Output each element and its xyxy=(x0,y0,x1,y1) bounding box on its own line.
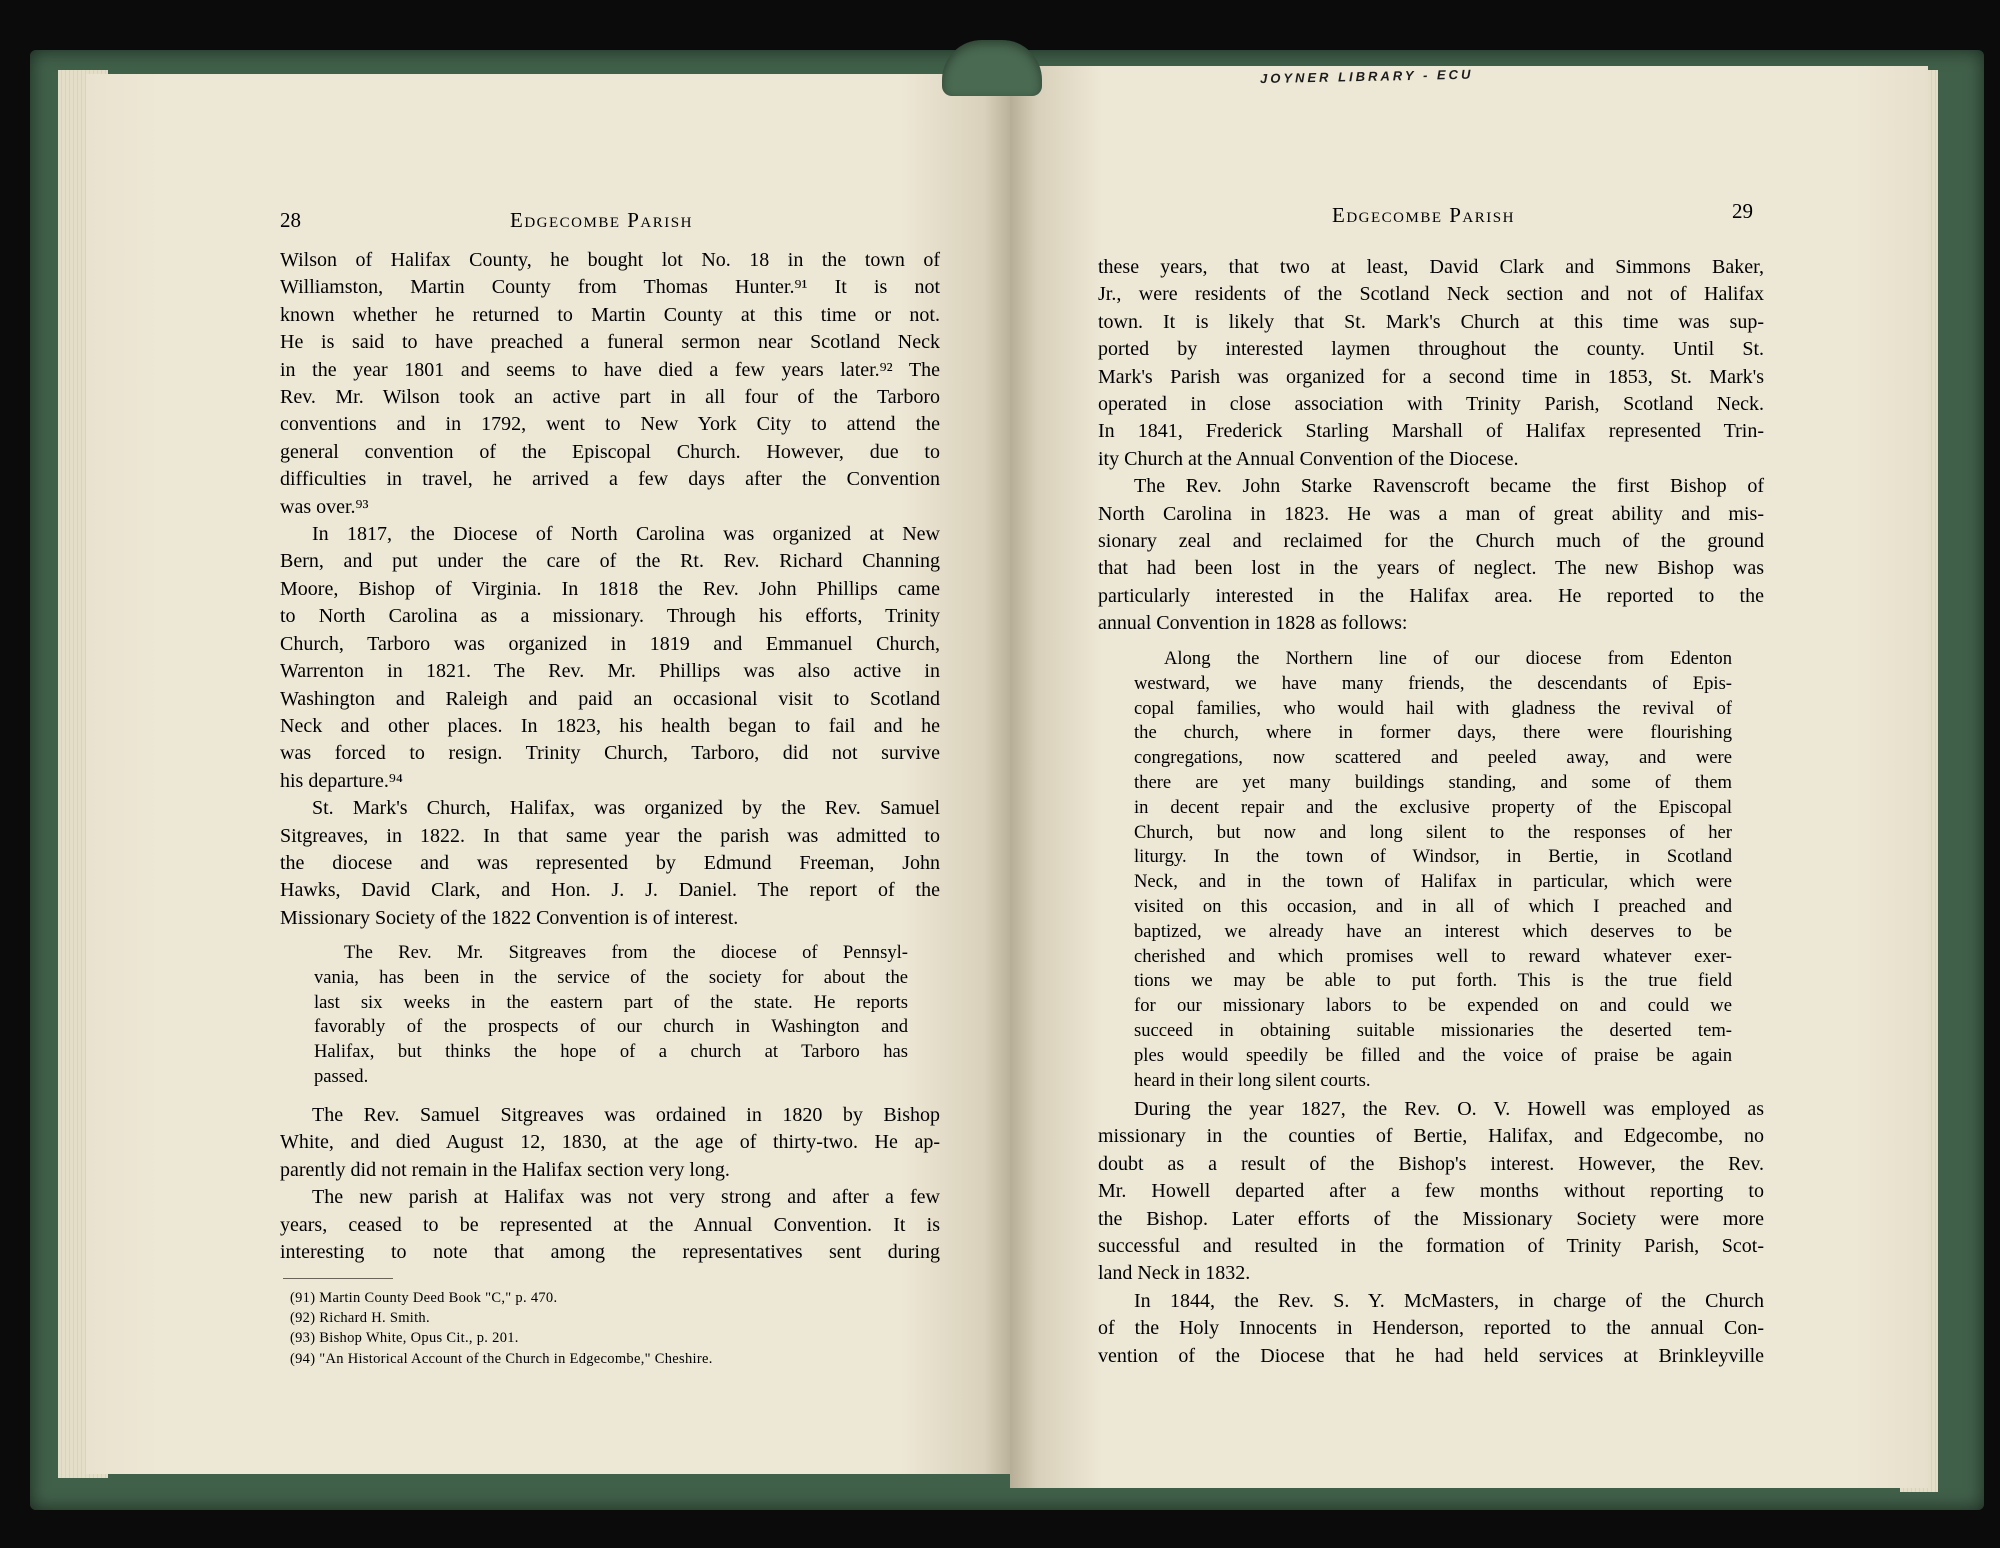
text-line: heard in their long silent courts. xyxy=(1134,1069,1371,1091)
text-line: Williamston, Martin County from Thomas Hunter.⁹¹ It is not xyxy=(280,276,940,299)
text-line: copal families, who would hail with gladness the revival of xyxy=(1134,697,1732,719)
text-line: The Rev. Samuel Sitgreaves was ordained in 1820 by Bishop xyxy=(312,1104,940,1126)
text-line: difficulties in travel, he arrived a few days after the Convention xyxy=(280,468,940,491)
left-body-text xyxy=(280,247,940,932)
right-paragraph-4 xyxy=(1098,1288,1764,1370)
text-line: Halifax, but thinks the hope of a church at Tarboro has xyxy=(314,1041,908,1063)
text-line: Rev. Mr. Wilson took an active part in all four of the Tarboro xyxy=(280,386,940,409)
text-line: succeed in obtaining suitable missionaries the deserted tem- xyxy=(1134,1019,1732,1041)
text-line: particularly interested in the Halifax area. He reported to the xyxy=(1098,584,1764,607)
left-paragraph-3 xyxy=(280,795,940,932)
text-line: Jr., were residents of the Scotland Neck section and not of Halifax xyxy=(1098,283,1764,306)
text-line: the Bishop. Later efforts of the Missionary Society were more xyxy=(1098,1207,1764,1230)
right-body-text xyxy=(1098,254,1764,638)
text-line: Washington and Raleigh and paid an occasional visit to Scotland xyxy=(280,687,940,710)
left-paragraph-2 xyxy=(280,521,940,795)
text-line: He is said to have preached a funeral sermon near Scotland Neck xyxy=(280,331,940,354)
text-line: favorably of the prospects of our church in Washington and xyxy=(314,1016,908,1038)
text-line: In 1841, Frederick Starling Marshall of Halifax represented Trin- xyxy=(1098,420,1764,443)
footnote: (91) Martin County Deed Book "C," p. 470. xyxy=(290,1290,558,1306)
text-line: ples would speedily be filled and the voice of praise be again xyxy=(1134,1044,1732,1066)
text-line: Neck and other places. In 1823, his health began to fail and he xyxy=(280,714,940,737)
text-line: During the year 1827, the Rev. O. V. Howell was employed as xyxy=(1134,1098,1764,1120)
text-line: Bern, and put under the care of the Rt. Rev. Richard Channing xyxy=(280,550,940,573)
text-line: ported by interested laymen throughout the county. Until St. xyxy=(1098,338,1764,361)
text-line: Neck, and in the town of Halifax in particular, which were xyxy=(1134,871,1732,893)
text-line: the church, where in former days, there were flourishing xyxy=(1134,722,1732,744)
text-line: In 1817, the Diocese of North Carolina was organized at New xyxy=(312,523,940,546)
text-line: The new parish at Halifax was not very strong and after a few xyxy=(312,1186,940,1209)
text-line: in decent repair and the exclusive property of the Episcopal xyxy=(1134,796,1732,818)
text-line: Warrenton in 1821. The Rev. Mr. Phillips was also active in xyxy=(280,660,940,683)
text-line: Mark's Parish was organized for a second time in 1853, St. Mark's xyxy=(1098,365,1764,388)
text-line: his departure.⁹⁴ xyxy=(280,769,403,792)
text-line: liturgy. In the town of Windsor, in Bertie, in Scotland xyxy=(1134,846,1732,868)
text-line: missionary in the counties of Bertie, Halifax, and Edgecombe, no xyxy=(1098,1125,1764,1148)
library-stamp: JOYNER LIBRARY - ECU xyxy=(1259,66,1474,87)
text-line: North Carolina in 1823. He was a man of great ability and mis- xyxy=(1098,502,1764,525)
text-line: congregations, now scattered and peeled away, and were xyxy=(1134,747,1732,769)
text-line: Hawks, David Clark, and Hon. J. J. Daniel. The report of the xyxy=(280,879,940,902)
text-line: Wilson of Halifax County, he bought lot No. 18 in the town of xyxy=(280,249,940,271)
left-paragraph-1 xyxy=(280,247,940,521)
text-line: Missionary Society of the 1822 Convention is of interest. xyxy=(280,906,739,929)
text-line: known whether he returned to Martin County at this time or not. xyxy=(280,303,940,326)
left-footnotes xyxy=(290,1288,713,1369)
text-line: the diocese and was represented by Edmund Freeman, John xyxy=(280,851,940,874)
right-page-number: 29 xyxy=(1732,199,1753,223)
text-line: In 1844, the Rev. S. Y. McMasters, in charge of the Church xyxy=(1134,1289,1764,1312)
text-line: The Rev. John Starke Ravenscroft became the first Bishop of xyxy=(1134,475,1764,498)
text-line: sionary zeal and reclaimed for the Church much of the ground xyxy=(1098,530,1764,553)
right-block-quote xyxy=(1134,647,1732,1093)
text-line: ity Church at the Annual Convention of the Diocese. xyxy=(1098,447,1519,470)
text-line: Moore, Bishop of Virginia. In 1818 the Rev. John Phillips came xyxy=(280,577,940,600)
left-running-header: Edgecombe Parish xyxy=(510,208,693,232)
text-line: visited on this occasion, and in all of which I preached and xyxy=(1134,895,1732,917)
left-block-quote xyxy=(314,941,908,1090)
text-line: successful and resulted in the formation of Trinity Parish, Scot- xyxy=(1098,1235,1764,1258)
footnote: (93) Bishop White, Opus Cit., p. 201. xyxy=(290,1330,519,1347)
text-line: baptized, we already have an interest which deserves to be xyxy=(1134,920,1732,942)
text-line: conventions and in 1792, went to New York City to attend the xyxy=(280,413,940,436)
footnote: (94) "An Historical Account of the Church in Edgecombe," Cheshire. xyxy=(290,1350,713,1367)
text-line: vania, has been in the service of the society for about the xyxy=(314,966,908,988)
text-line: The Rev. Mr. Sitgreaves from the diocese of Pennsyl- xyxy=(344,942,908,963)
text-line: years, ceased to be represented at the Annual Convention. It is xyxy=(280,1213,940,1236)
text-line: there are yet many buildings standing, and some of them xyxy=(1134,771,1732,793)
right-body-text-2 xyxy=(1098,1096,1764,1370)
text-line: of the Holy Innocents in Henderson, reported to the annual Con- xyxy=(1098,1317,1764,1340)
text-line: parently did not remain in the Halifax section very long. xyxy=(280,1158,730,1181)
text-line: passed. xyxy=(314,1065,369,1087)
right-paragraph-2 xyxy=(1098,473,1764,637)
text-line: Mr. Howell departed after a few months without reporting to xyxy=(1098,1180,1764,1203)
text-line: land Neck in 1832. xyxy=(1098,1262,1251,1285)
text-line: Along the Northern line of our diocese from Edenton xyxy=(1164,648,1732,669)
text-line: was over.⁹³ xyxy=(280,495,369,518)
text-line: White, and died August 12, 1830, at the age of thirty-two. He ap- xyxy=(280,1131,940,1154)
text-line: was forced to resign. Trinity Church, Tarboro, did not survive xyxy=(280,742,940,765)
text-line: town. It is likely that St. Mark's Church at this time was sup- xyxy=(1098,310,1764,333)
text-line: last six weeks in the eastern part of the state. He reports xyxy=(314,991,908,1013)
left-page-number: 28 xyxy=(280,208,301,232)
text-line: general convention of the Episcopal Church. However, due to xyxy=(280,440,940,463)
text-line: westward, we have many friends, the descendants of Epis- xyxy=(1134,672,1732,694)
text-line: that had been lost in the years of neglect. The new Bishop was xyxy=(1098,557,1764,580)
text-line: doubt as a result of the Bishop's interest. However, the Rev. xyxy=(1098,1152,1764,1175)
text-line: interesting to note that among the representatives sent during xyxy=(280,1241,940,1264)
text-line: to North Carolina as a missionary. Through his efforts, Trinity xyxy=(280,605,940,628)
text-line: St. Mark's Church, Halifax, was organized by the Rev. Samuel xyxy=(312,797,940,820)
left-body-text-2 xyxy=(280,1102,940,1266)
left-paragraph-5 xyxy=(280,1184,940,1266)
text-line: Sitgreaves, in 1822. In that same year the parish was admitted to xyxy=(280,824,940,847)
text-line: tions we may be able to put forth. This is the true field xyxy=(1134,970,1732,992)
text-line: vention of the Diocese that he had held services at Brinkleyville xyxy=(1098,1344,1764,1367)
text-line: in the year 1801 and seems to have died a few years later.⁹² The xyxy=(280,358,940,381)
text-line: Church, Tarboro was organized in 1819 and Emmanuel Church, xyxy=(280,632,940,655)
text-line: cherished and which promises well to reward whatever exer- xyxy=(1134,945,1732,967)
text-line: these years, that two at least, David Clark and Simmons Baker, xyxy=(1098,256,1764,278)
spine-headcap xyxy=(942,40,1042,96)
text-line: Church, but now and long silent to the responses of her xyxy=(1134,821,1732,843)
right-running-header: Edgecombe Parish xyxy=(1332,203,1515,227)
right-paragraph-1 xyxy=(1098,254,1764,473)
text-line: operated in close association with Trinity Parish, Scotland Neck. xyxy=(1098,393,1764,416)
text-line: for our missionary labors to be expended on and could we xyxy=(1134,995,1732,1017)
footnote-rule xyxy=(283,1278,393,1279)
footnote: (92) Richard H. Smith. xyxy=(290,1310,430,1327)
left-paragraph-4 xyxy=(280,1102,940,1184)
text-line: annual Convention in 1828 as follows: xyxy=(1098,612,1408,635)
right-paragraph-3 xyxy=(1098,1096,1764,1288)
